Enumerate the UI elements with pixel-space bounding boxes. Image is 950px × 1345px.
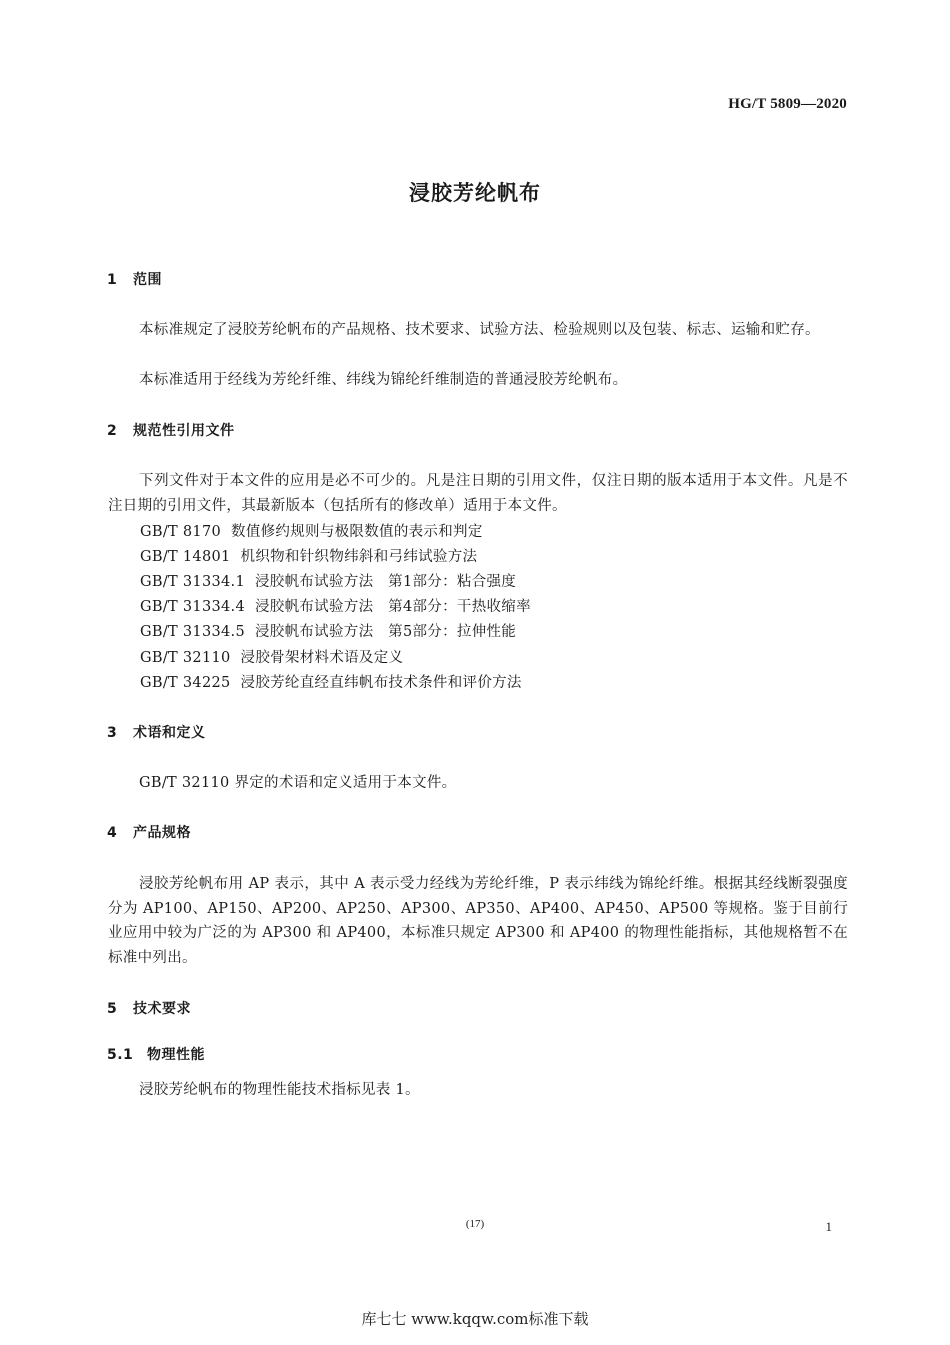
section-number: 1: [107, 272, 118, 288]
section-title: 规范性引用文件: [133, 423, 235, 439]
watermark-text: 库七七 www.kqqw.com标准下载: [361, 1310, 589, 1328]
section-title: 术语和定义: [133, 725, 206, 741]
section-title: 技术要求: [133, 1001, 191, 1017]
section-1-heading: [107, 269, 162, 289]
section-title: 产品规格: [133, 825, 191, 841]
section-number: 2: [107, 423, 118, 439]
document-title: 浸胶芳纶帆布: [409, 181, 541, 205]
paragraph: 浸胶芳纶帆布的物理性能技术指标见表 1。: [139, 1082, 420, 1098]
reference-title: 浸胶帆布试验方法 第5部分：拉伸性能: [254, 624, 517, 640]
subsection-5-1-heading: [107, 1044, 205, 1064]
reference-code: GB/T 31334.1: [140, 574, 245, 590]
paragraph: 下列文件对于本文件的应用是必不可少的。凡是注日期的引用文件，仅注日期的版本适用于本文件。凡是不注日期的引用文件，其最新版本（包括所有的修改单）适用于本文件。: [108, 473, 848, 514]
paragraph: 本标准适用于经线为芳纶纤维、纬线为锦纶纤维制造的普通浸胶芳纶帆布。: [139, 372, 628, 388]
section-number: 5: [107, 1001, 118, 1017]
reference-title: 浸胶帆布试验方法 第1部分：粘合强度: [254, 574, 517, 590]
standard-code: HG/T 5809—2020: [728, 96, 847, 112]
reference-item: [140, 646, 403, 667]
section-5-heading: [107, 998, 191, 1018]
reference-code: GB/T 31334.5: [140, 624, 245, 640]
subsection-title: 物理性能: [147, 1047, 205, 1063]
reference-item: [140, 545, 477, 566]
reference-title: 机织物和针织物纬斜和弓纬试验方法: [240, 549, 478, 565]
reference-item: [140, 620, 516, 641]
section-title: 范围: [133, 272, 162, 288]
reference-code: GB/T 31334.4: [140, 599, 245, 615]
paragraph: 本标准规定了浸胶芳纶帆布的产品规格、技术要求、试验方法、检验规则以及包装、标志、运输和贮存。: [139, 322, 820, 338]
section-2-heading: [107, 420, 235, 440]
page-number: 1: [825, 1219, 832, 1234]
reference-code: GB/T 34225: [140, 675, 231, 691]
paragraph: 浸胶芳纶帆布用 AP 表示，其中 A 表示受力经线为芳纶纤维，P 表示纬线为锦纶纤维。根据其经线断裂强度分为 AP100、AP150、AP200、AP250、AP300、AP350、AP400、AP450、AP500 等规格。鉴于目前行业应用中较为广泛的为 AP300 和 AP400，本标准只规定 AP300 和 AP400 的物理性能指标，其他规格暂不在标准中列出。: [108, 876, 848, 966]
reference-item: [140, 520, 483, 541]
reference-item: [140, 595, 531, 616]
section-3-heading: [107, 722, 206, 742]
reference-code: GB/T 14801: [140, 549, 231, 565]
page-number-parenthesized: (17): [465, 1218, 485, 1230]
section-4-heading: [107, 822, 191, 842]
reference-title: 浸胶帆布试验方法 第4部分：干热收缩率: [254, 599, 531, 615]
reference-title: 浸胶芳纶直经直纬帆布技术条件和评价方法: [240, 675, 522, 691]
paragraph: GB/T 32110 界定的术语和定义适用于本文件。: [139, 775, 457, 791]
section-number: 4: [107, 825, 118, 841]
subsection-number: 5.1: [107, 1047, 134, 1063]
reference-title: 浸胶骨架材料术语及定义: [240, 650, 404, 666]
reference-title: 数值修约规则与极限数值的表示和判定: [231, 524, 483, 540]
reference-code: GB/T 8170: [140, 524, 222, 540]
reference-item: [140, 570, 516, 591]
reference-item: [140, 671, 522, 692]
section-number: 3: [107, 725, 118, 741]
reference-code: GB/T 32110: [140, 650, 231, 666]
